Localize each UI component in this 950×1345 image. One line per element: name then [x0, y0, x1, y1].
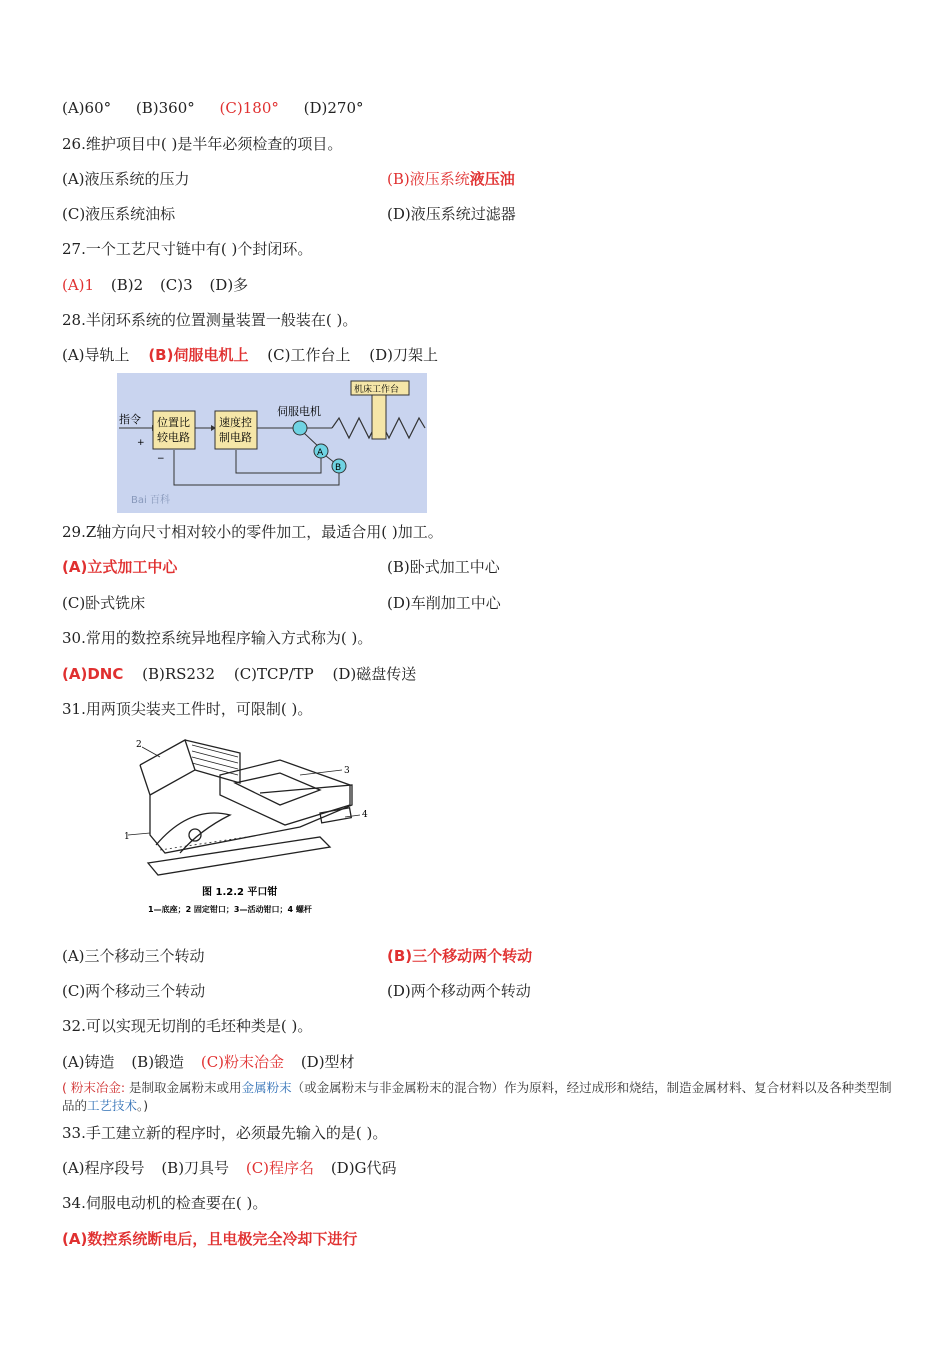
q33-option-c: (C)程序名: [245, 1159, 315, 1177]
q31-option-b: (B)三个移动两个转动: [387, 947, 533, 965]
vise-base: [148, 837, 330, 875]
motor-label: 伺服电机: [277, 405, 321, 418]
label-1: 1: [124, 832, 130, 842]
q31-row1: [62, 946, 862, 966]
servo-motor-icon: [293, 421, 307, 435]
q29-row1: [62, 557, 862, 577]
q34-option-a: (A)数控系统断电后，且电极完全冷却下进行: [62, 1230, 358, 1248]
note-open: (: [62, 1080, 67, 1095]
q26-row2: [62, 204, 862, 224]
q25-options: [62, 98, 384, 118]
q25-option-b: (B)360°: [135, 99, 195, 117]
q26-option-a: (A)液压系统的压力: [62, 170, 190, 188]
q26-row1: [62, 169, 862, 189]
label-2: 2: [136, 740, 142, 750]
q28-option-d: (D)刀架上: [369, 346, 438, 364]
q27-options: [62, 275, 268, 295]
q33-question: 33.手工建立新的程序时，必须最先输入的是( )。: [62, 1124, 388, 1142]
q33-options: [62, 1158, 417, 1178]
lead-screw-end: [320, 808, 351, 823]
command-label: 指令: [119, 413, 141, 426]
q26-option-d: (D)液压系统过滤器: [387, 205, 516, 223]
q28-option-a: (A)导轨上: [62, 346, 130, 364]
leader-2: [142, 747, 160, 757]
flat-vise-figure: [120, 735, 375, 920]
q27-option-a: (A)1: [62, 276, 95, 294]
box2-line2: 制电路: [219, 431, 252, 444]
q30-question: 30.常用的数控系统异地程序输入方式称为( )。: [62, 629, 373, 647]
servo-loop-diagram: [117, 373, 427, 513]
movable-jaw: [220, 760, 350, 825]
note-text-1: 是制取金属粉末或用: [125, 1080, 242, 1095]
q32-question: 32.可以实现无切削的毛坯种类是( )。: [62, 1017, 313, 1035]
q26-option-b-prefix: (B)液压系统: [387, 170, 470, 188]
q27-option-d: (D)多: [209, 276, 249, 294]
q29-option-b: (B)卧式加工中心: [387, 558, 500, 576]
sensor-b-label: B: [335, 463, 342, 473]
q32-option-a: (A)铸造: [62, 1053, 115, 1071]
watermark: Bai 百科: [131, 495, 170, 506]
q32-option-b: (B)锻造: [131, 1053, 185, 1071]
q28-question: 28.半闭环系统的位置测量装置一般装在( )。: [62, 311, 358, 329]
label-4: 4: [362, 810, 368, 820]
q31-row2: [62, 981, 862, 1001]
q33-option-d: (D)G代码: [330, 1159, 397, 1177]
q29-option-c: (C)卧式铣床: [62, 594, 146, 612]
process-technology-link[interactable]: 工艺技术: [87, 1098, 138, 1113]
q26-question: 26.维护项目中( )是半年必须检查的项目。: [62, 135, 343, 153]
leader-1: [128, 833, 150, 835]
q30-option-b: (B)RS232: [142, 665, 216, 683]
plus-sign: +: [137, 438, 145, 448]
q28-option-b: (B)伺服电机上: [148, 346, 249, 364]
jaw-hatch: [192, 763, 238, 775]
minus-sign: −: [157, 454, 165, 464]
q26-option-b-bold: 液压油: [469, 170, 515, 188]
note-text-2: （或金属粉末与非金属粉末的混合物）作为原料，经过成形和烧结，制造金属材料、复合材料以及各种类型制品的: [62, 1080, 892, 1113]
jaw-hatch: [192, 757, 238, 769]
box1-line1: 位置比: [157, 416, 190, 429]
q33-option-b: (B)刀具号: [161, 1159, 230, 1177]
q25-option-a: (A)60°: [62, 99, 112, 117]
box2-line1: 速度控: [219, 416, 252, 429]
q28-option-c: (C)工作台上: [267, 346, 351, 364]
q29-question: 29.Z轴方向尺寸相对较小的零件加工，最适合用( )加工。: [62, 523, 443, 541]
figure-legend: 1—底座；2 固定钳口；3—活动钳口；4 螺杆: [148, 905, 312, 914]
machine-table-leg: [372, 395, 386, 439]
q27-option-b: (B)2: [110, 276, 144, 294]
vise-body: [140, 765, 352, 853]
q32-option-d: (D)型材: [300, 1053, 355, 1071]
q31-option-c: (C)两个移动三个转动: [62, 982, 206, 1000]
q29-option-d: (D)车削加工中心: [387, 594, 501, 612]
figure-caption: 图 1.2.2 平口钳: [202, 887, 278, 898]
box1-line2: 较电路: [157, 431, 190, 444]
q25-option-c: (C)180°: [219, 99, 279, 117]
note-text-3: 。): [137, 1098, 149, 1113]
q30-option-c: (C)TCP/TP: [233, 665, 314, 683]
q28-options: [62, 345, 458, 365]
q27-question: 27.一个工艺尺寸链中有( )个封闭环。: [62, 240, 313, 258]
q32-options: [62, 1052, 375, 1072]
sensor-a-label: A: [317, 448, 324, 458]
q31-option-a: (A)三个移动三个转动: [62, 947, 205, 965]
q31-option-d: (D)两个移动两个转动: [387, 982, 531, 1000]
note-term: 粉末冶金:: [66, 1080, 126, 1095]
q29-option-a: (A)立式加工中心: [62, 558, 178, 576]
powder-metallurgy-note: [62, 1079, 892, 1115]
q30-option-d: (D)磁盘传送: [332, 665, 417, 683]
q25-option-d: (D)270°: [303, 99, 364, 117]
q29-row2: [62, 593, 862, 613]
q31-question: 31.用两顶尖装夹工件时，可限制( )。: [62, 700, 313, 718]
q26-option-c: (C)液压系统油标: [62, 205, 176, 223]
q32-option-c: (C)粉末冶金: [200, 1053, 285, 1071]
table-label: 机床工作台: [354, 385, 400, 395]
q30-option-a: (A)DNC: [62, 665, 124, 683]
metal-powder-link[interactable]: 金属粉末: [241, 1080, 292, 1095]
q34-question: 34.伺服电动机的检查要在( )。: [62, 1194, 268, 1212]
q30-options: [62, 664, 436, 684]
jaw-hatch: [192, 751, 238, 763]
q33-option-a: (A)程序段号: [62, 1159, 145, 1177]
q27-option-c: (C)3: [159, 276, 193, 294]
leader-4: [345, 815, 360, 817]
fixed-jaw: [140, 740, 195, 795]
q26-option-b: [387, 169, 515, 189]
label-3: 3: [344, 766, 350, 776]
